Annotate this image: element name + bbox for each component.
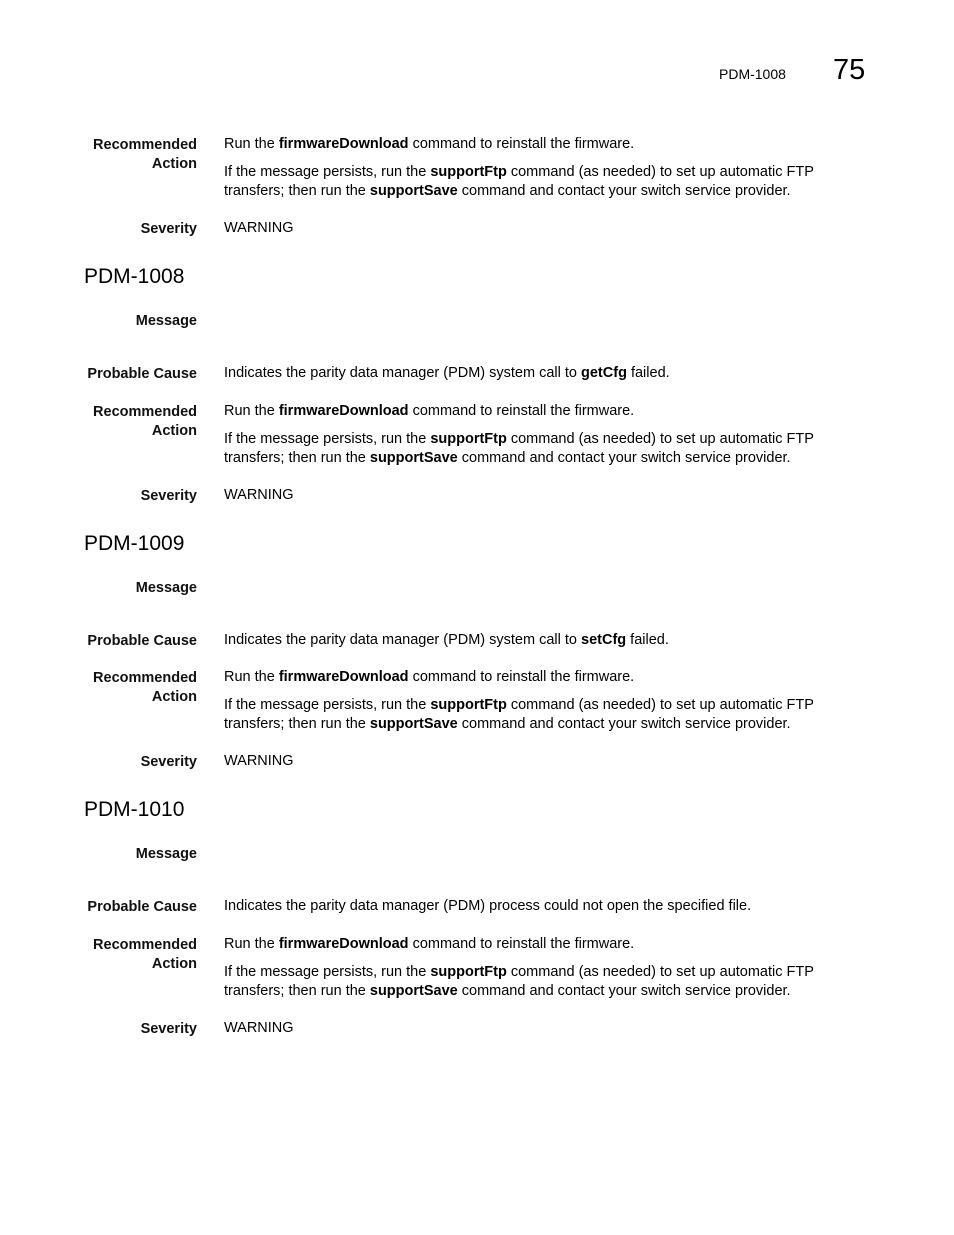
probable-cause-label: Probable Cause — [87, 899, 197, 915]
probable-cause-text: Indicates the parity data manager (PDM) system call to setCfg failed. — [224, 632, 669, 648]
running-header-title: PDM-1008 — [719, 66, 786, 82]
probable-cause-text: Indicates the parity data manager (PDM) system call to getCfg failed. — [224, 365, 670, 381]
message-label: Message — [135, 313, 197, 329]
probable-cause-text: Indicates the parity data manager (PDM) process could not open the specified file. — [224, 898, 752, 914]
severity-label: Severity — [140, 488, 197, 504]
chapter-number: 75 — [833, 54, 866, 86]
probable-cause-label: Probable Cause — [87, 633, 197, 649]
recommended-action-label: Recommended Action — [93, 137, 197, 172]
message-label: Message — [135, 846, 197, 862]
recommended-action-text: Run the firmwareDownload command to reinstall the firmware. If the message persists, run the supportFtp command (as needed) to set up automatic FTP transfers; then run the supportSave command and contact your switch service provider. — [224, 136, 814, 199]
severity-label: Severity — [140, 221, 197, 237]
recommended-action-text: Run the firmwareDownload command to reinstall the firmware. If the message persists, run the supportFtp command (as needed) to set up automatic FTP transfers; then run the supportSave command and contact your switch service provider. — [224, 403, 814, 466]
severity-value: WARNING — [224, 220, 294, 236]
section-heading: PDM-1010 — [84, 798, 185, 821]
probable-cause-label: Probable Cause — [87, 366, 197, 382]
severity-value: WARNING — [224, 753, 294, 769]
recommended-action-label: Recommended Action — [93, 404, 197, 439]
message-label: Message — [135, 580, 197, 596]
severity-value: WARNING — [224, 487, 294, 503]
recommended-action-label: Recommended Action — [93, 937, 197, 972]
section-heading: PDM-1009 — [84, 532, 185, 555]
severity-label: Severity — [140, 1021, 197, 1037]
recommended-action-text: Run the firmwareDownload command to reinstall the firmware. If the message persists, run the supportFtp command (as needed) to set up automatic FTP transfers; then run the supportSave command and contact your switch service provider. — [224, 669, 814, 732]
severity-value: WARNING — [224, 1020, 294, 1036]
section-heading: PDM-1008 — [84, 265, 185, 288]
severity-label: Severity — [140, 754, 197, 770]
recommended-action-text: Run the firmwareDownload command to reinstall the firmware. If the message persists, run the supportFtp command (as needed) to set up automatic FTP transfers; then run the supportSave command and contact your switch service provider. — [224, 936, 814, 999]
recommended-action-label: Recommended Action — [93, 670, 197, 705]
